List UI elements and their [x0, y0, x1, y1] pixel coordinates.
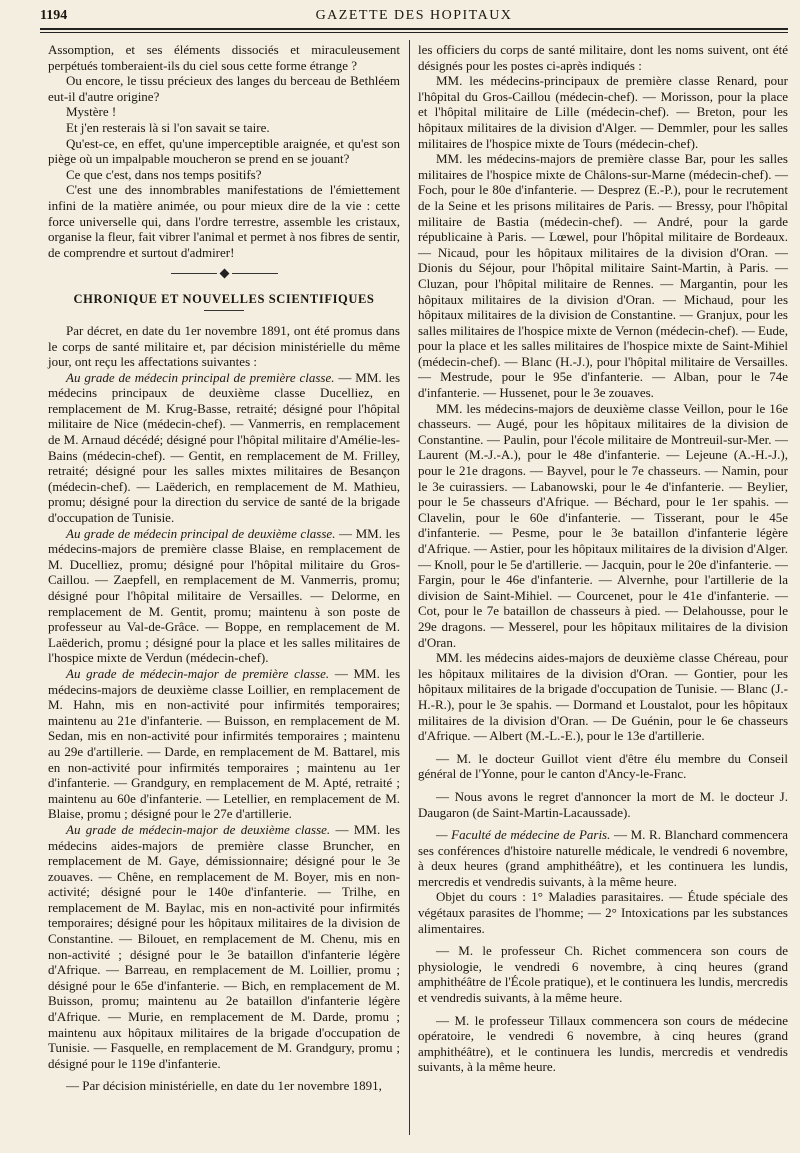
page-header [40, 6, 788, 28]
paragraph: — M. le professeur Ch. Richet commencera son cours de physiologie, le vendredi 6 novembre, à cinq heures (grand amphithéâtre de l'École pratique), et le continuera les lundis, mercredis et vendredis suivants, à la même heure. [418, 943, 788, 1006]
paragraph-lead: Au grade de médecin-major de deuxième classe. [66, 821, 331, 837]
paragraph: MM. les médecins-majors de deuxième classe Veillon, pour le 16e chasseurs. — Augé, pour les hôpitaux militaires de la division de Constantine. — Paulin, pour l'école militaire de Montreuil-sur-Mer. — Laurent (M.-J.-A.), pour le 48e d'infanterie. — Lejeune (A.-H.-J.), pour le 21e dragons. — Bayvel, pour le 7e chasseurs. — Namin, pour le 3e cuirassiers. — Labanowski, pour le 4e d'infanterie. — Beylier, pour le 5e chasseurs d'Afrique. — Béchard, pour le 1er spahis. — Clavelin, pour le 60e d'infanterie. — Tisserant, pour le 45e d'infanterie. — Pesme, pour le 3e bataillon d'infanterie légère d'Afrique. — Astier, pour les hôpitaux militaires de la division d'Alger. — Knoll, pour le 5e d'artillerie. — Jacquin, pour le 20e d'infanterie. — Fargin, pour le 46e d'infanterie. — Alvernhe, pour l'artillerie de la division de Saint-Mihiel. — Courcenet, pour le 41e d'infanterie. — Cot, pour le 7e bataillon de chasseurs à pied. — Delahousse, pour le 29e dragons. — Messerel, pour les hôpitaux militaires de la division d'Oran. [418, 400, 788, 650]
paragraph: MM. les médecins-majors de première classe Bar, pour les salles militaires de l'hospice mixte de Châlons-sur-Marne (médecin-chef). — Foch, pour le 80e d'infanterie. — Desprez (E.-P.), pour le recrutement de la Seine et les prisons militaires de Paris. — Bressy, pour l'hôpital militaire de Bastia (médecin-chef). — André, pour la garde républicaine à Paris. — Lœwel, pour l'hôpital militaire de Bordeaux. — Nicaud, pour les hôpitaux militaires de la division d'Oran. — Dionis du Séjour, pour l'hôpital militaire Saint-Martin, à Paris. — Cluzan, pour l'hôpital militaire de Rennes. — Margantin, pour les hôpitaux militaires de la division d'Oran. — Michaud, pour les hôpitaux militaires de la division de Constantine. — Granjux, pour les salles militaires de l'hospice mixte de Vernon (médecin-chef). — Eude, pour la place et les salles militaires de l'hospice mixte de Saint-Mihiel (médecin-chef). — Blanc (H.-J.), pour l'hôpital militaire de Versailles. — Mestrude, pour le 95e d'infanterie. — Alban, pour le 74e d'infanterie. — Hussenet, pour le 3e zouaves. [418, 151, 788, 401]
header-rule-thick [40, 28, 788, 30]
paragraph-body: — MM. les médecins principaux de deuxième classe Ducelliez, en remplacement de M. Krug-Basse, retraité; désigné pour l'hôpital militaire de Nice (médecin-chef). — Vanmerris, en remplacement de M. Arnaud décédé; désigné pour l'hôpital militaire d'Amélie-les-Bains (médecin-chef). — Gentit, en remplacement de M. Frilley, retraité; désigné pour les salles mixtes militaires de Besançon (médecin-chef). — Laëderich, en remplacement de M. Mathieu, promu; désigné pour la direction du service de santé de la brigade d'occupation de Tunisie. [48, 369, 400, 526]
paragraph: Et j'en resterais là si l'on savait se taire. [66, 119, 270, 135]
paragraph: Ou encore, le tissu précieux des langes du berceau de Bethléem eut-il d'autre origine? [48, 73, 400, 104]
paragraph [48, 526, 400, 666]
paragraph: Assomption, et ses éléments dissociés et miraculeusement perpétués tomberaient-ils du ciel sous cette forme étrange ? [48, 42, 400, 73]
paragraph: Mystère ! [66, 104, 117, 120]
header-rule-thin [40, 32, 788, 33]
paragraph [48, 822, 400, 1072]
column-divider [409, 40, 410, 1135]
paragraph-lead: — Faculté de médecine de Paris. [436, 827, 611, 843]
paragraph: les officiers du corps de santé militaire, dont les noms suivent, ont été désignés pour les postes ci-après indiqués : [418, 42, 788, 73]
paragraph: Par décret, en date du 1er novembre 1891, ont été promus dans le corps de santé militaire et, par décision ministérielle du même jour, ont reçu les affectations suivantes : [48, 322, 400, 370]
publication-title: GAZETTE DES HOPITAUX [315, 8, 513, 23]
paragraph-body: — MM. les médecins-majors de deuxième classe Loillier, en remplacement de M. Hahn, mis en non-activité pour infirmités temporaires; maintenu au 21e d'infanterie. — Buisson, en remplacement de M. Sedan, mis en non-activité pour infirmités temporaires ; maintenu au 29e d'artillerie. — Darde, en remplacement de M. Battarel, mis en non-activité pour infirmités temporaires ; maintenu au 1er d'infanterie. — Grandgury, en remplacement de M. Apté, retraité ; maintenu au 60e d'infanterie. — Letellier, en remplacement de M. Blaise, promu ; désigné pour le 27e d'artillerie. [48, 665, 400, 822]
section-title: CHRONIQUE ET NOUVELLES SCIENTIFIQUES [73, 292, 375, 307]
paragraph-body: — MM. les médecins-majors de première classe Blaise, en remplacement de M. Ducelliez, promu; désigné pour l'hôpital militaire du Gros-Caillou. — Zaepfell, en remplacement de M. Vanmerris, promu; désigné pour l'hôpital militaire de Versailles. — Delorme, en remplacement de M. Gentit, promu; maintenu à son poste de professeur au Val-de-Grâce. — Boppe, en remplacement de M. Laëderich, promu ; désigné pour la place et les salles militaires de l'hospice mixte de Verdun (médecin-chef). [48, 525, 401, 666]
section-title-rule [204, 310, 244, 311]
page-number: 1194 [40, 8, 68, 23]
paragraph: Ce que c'est, dans nos temps positifs? [66, 166, 262, 182]
paragraph-body: — M. R. Blanchard commencera ses conférences d'histoire naturelle médicale, le vendredi 6 novembre, à deux heures (grand amphithéâtre), et les continuera les lundis, mercredis et vendredis suivants, à la même heure. [418, 827, 788, 889]
paragraph: — M. le professeur Tillaux commencera son cours de médecine opératoire, le vendredi 6 novembre, à cinq heures (grand amphithéâtre), et le continuera les lundis, mercredis et vendredis suivants, à la même heure. [418, 1012, 788, 1075]
paragraph-lead: Au grade de médecin-major de première classe. [66, 665, 330, 681]
paragraph: Qu'est-ce, en effet, qu'une imperceptible araignée, et qu'est son piège où un impalpable moucheron se prend en se jouant? [48, 135, 400, 167]
paragraph-body: — MM. les médecins aides-majors de première classe Bruncher, en remplacement de M. Gaye, démissionnaire; désigné pour le 3e zouaves. — Chêne, en remplacement de M. Boyer, mis en non-activité; désigné pour le 140e d'infanterie. — Trilhe, en remplacement de M. Baylac, mis en non-activité pour infirmités temporaires; désigné pour les hôpitaux militaires de la division de Constantine. — Bilouet, en remplacement de M. Chenu, mis en non-activité ; désigné pour le 3e bataillon d'infanterie légère d'Afrique. — Barreau, en remplacement de M. Loillier, promu ; désigné pour le 65e d'infanterie. — Bich, en remplacement de M. Buisson, promu; maintenu au 2e bataillon d'infanterie légère d'Afrique. — Murie, en remplacement de M. Darde, promu ; maintenu aux hôpitaux militaires de la brigade d'occupation de Tunisie. — Fasquelle, en remplacement de M. Grandgury, promu ; désigné pour le 119e d'infanterie. [48, 821, 401, 1071]
paragraph: MM. les médecins-principaux de première classe Renard, pour l'hôpital du Gros-Caillou (médecin-chef). — Morisson, pour la place et l'hôpital militaire de Lille (médecin-chef). — Breton, pour les hôpitaux militaires de la division d'Alger. — Demmler, pour les salles militaires de l'hospice mixte de Tours (médecin-chef). [418, 73, 788, 151]
left-column [48, 42, 400, 1094]
paragraph-lead: Au grade de médecin principal de première classe. [66, 369, 335, 385]
section-ornament [48, 264, 400, 282]
paragraph: — Nous avons le regret d'annoncer la mort de M. le docteur J. Daugaron (de Saint-Martin-Lacaussade). [418, 788, 788, 820]
right-column [418, 42, 788, 1075]
paragraph: Objet du cours : 1° Maladies parasitaires. — Étude spéciale des végétaux parasites de l'homme; — 2° Intoxications par les substances alimentaires. [418, 889, 788, 936]
paragraph [48, 370, 400, 526]
paragraph: C'est une des innombrables manifestations de l'émiettement infini de la matière animée, ou pour mieux dire de la vie : cette force universelle qui, dans l'ordre terrestre, assemble les cristaux, organise la fleur, fait vibrer l'animal et permet à nos fibres de sentir, de comprendre et surtout d'admirer! [48, 182, 400, 260]
paragraph-lead: Au grade de médecin principal de deuxième classe. [66, 525, 336, 541]
paragraph: MM. les médecins aides-majors de deuxième classe Chéreau, pour les hôpitaux militaires de la division d'Oran. — Gontier, pour les hôpitaux militaires de la brigade d'occupation de Tunisie. — Blanc (J.-H.-R.), pour le 3e spahis. — Dormand et Loustalot, pour les hôpitaux militaires de la division d'Oran. — De Guénin, pour le 6e chasseurs d'Afrique. — Albert (M.-L.-E.), pour le 13e d'artillerie. [418, 650, 788, 744]
paragraph: — M. le docteur Guillot vient d'être élu membre du Conseil général de l'Yonne, pour le canton d'Ancy-le-Franc. [418, 750, 788, 782]
paragraph [48, 666, 400, 822]
paragraph: — Par décision ministérielle, en date du 1er novembre 1891, [66, 1078, 382, 1094]
paragraph [418, 827, 788, 889]
